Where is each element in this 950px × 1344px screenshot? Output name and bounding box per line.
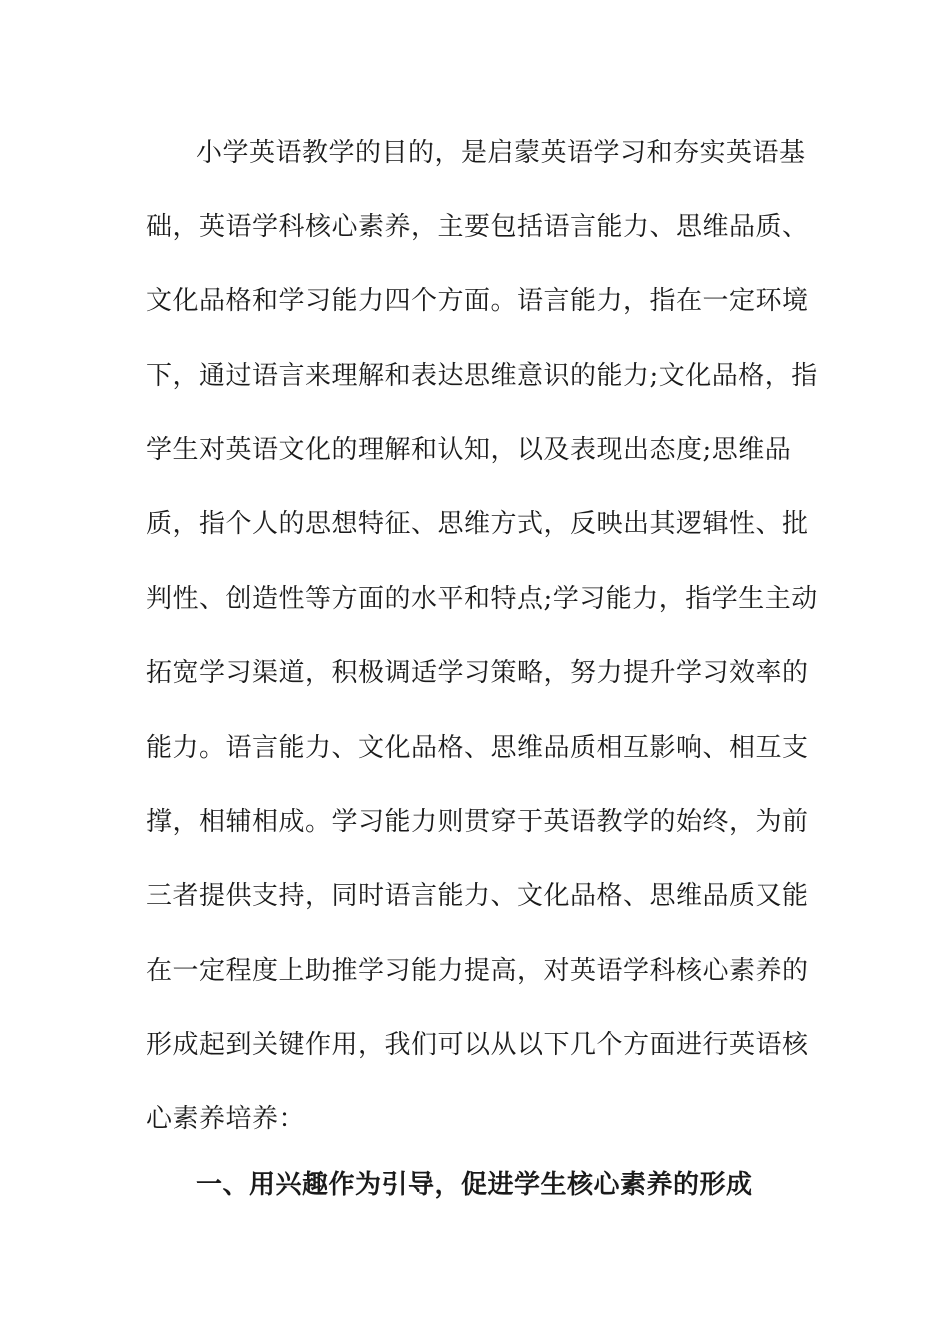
paragraph-line: 心素养培养： [146,1104,306,1134]
paragraph-line: 撑，相辅相成。学习能力则贯穿于英语教学的始终，为前 [146,807,809,837]
paragraph-line: 小学英语教学的目的，是启蒙英语学习和夯实英语基 [196,138,806,168]
paragraph-line: 三者提供支持，同时语言能力、文化品格、思维品质又能 [146,881,809,911]
paragraph-line: 形成起到关键作用，我们可以从以下几个方面进行英语核 [146,1030,809,1060]
paragraph-line: 拓宽学习渠道，积极调适学习策略，努力提升学习效率的 [146,658,809,688]
paragraph-line: 础，英语学科核心素养，主要包括语言能力、思维品质、 [146,212,809,242]
paragraph-line: 文化品格和学习能力四个方面。语言能力，指在一定环境 [146,286,809,316]
paragraph-line: 下，通过语言来理解和表达思维意识的能力;文化品格，指 [146,361,818,391]
section-heading: 一、用兴趣作为引导，促进学生核心素养的形成 [196,1170,753,1200]
paragraph-line: 质，指个人的思想特征、思维方式，反映出其逻辑性、批 [146,509,809,539]
paragraph-line: 学生对英语文化的理解和认知，以及表现出态度;思维品 [146,435,792,465]
paragraph-line: 能力。语言能力、文化品格、思维品质相互影响、相互支 [146,733,809,763]
paragraph-line: 判性、创造性等方面的水平和特点;学习能力，指学生主动 [146,584,818,614]
paragraph-line: 在一定程度上助推学习能力提高，对英语学科核心素养的 [146,956,809,986]
